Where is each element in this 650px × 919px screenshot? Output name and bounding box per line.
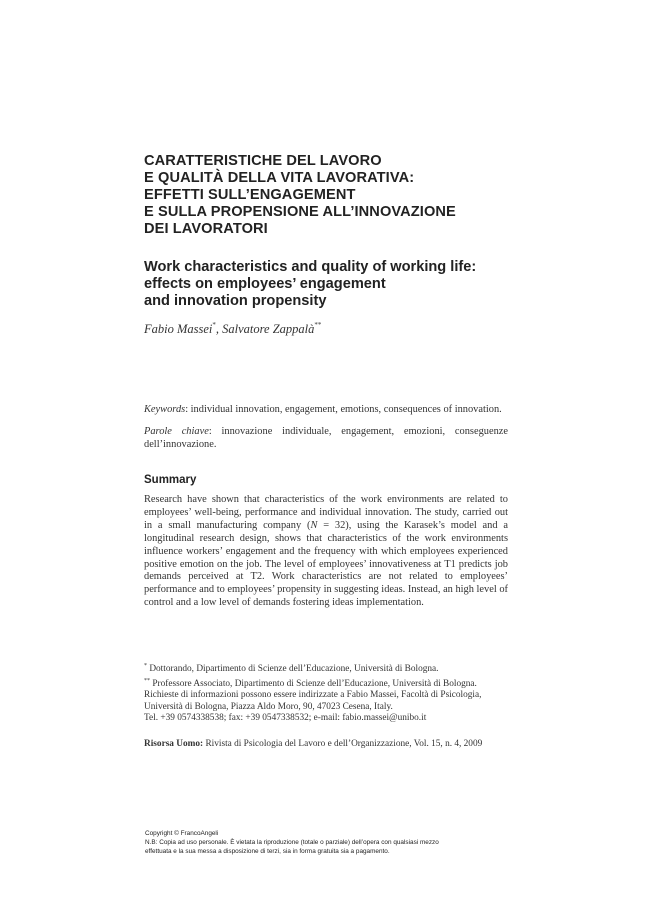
footnote — [144, 661, 524, 676]
keywords-text: : individual innovation, engagement, emotions, consequences of innovation. — [185, 404, 502, 415]
contact-line: Richieste di informazioni possono essere indirizzate a Fabio Massei, Facoltà di Psicologia, — [144, 690, 482, 701]
title-line: DEI LAVORATORI — [144, 221, 268, 237]
keywords-label: Keywords — [144, 404, 186, 415]
title-line: and innovation propensity — [144, 293, 327, 309]
author-separator: , — [215, 322, 223, 336]
title-line: E QUALITÀ DELLA VITA LAVORATIVA: — [144, 170, 415, 186]
footnote-marker: ** — [144, 677, 150, 684]
contact-line: Tel. +39 0574338538; fax: +39 0547338532; e-mail: fabio.massei@unibo.it — [144, 713, 427, 724]
summary-text: = 32), using the Karasek’s model and a longitudinal research design, shows that characteristics of the work environments influence workers’ engagement and the frequency with which employees experienced positive emotion on the job. The level of employees’ innovativeness at T1 predicts job demands perceived at T2. Work characteristics are not related to employees’ performance and to employees’ propensity in suggesting ideas. Instead, an high level of control and a low level of demands fostering ideas implementation. — [144, 519, 508, 609]
title-line: CARATTERISTICHE DEL LAVORO — [144, 153, 382, 169]
footnote-marker: ** — [314, 321, 322, 329]
footnote-text: Dottorando, Dipartimento di Scienze dell’Educazione, Università di Bologna. — [147, 664, 439, 674]
summary-text: Research have shown that characteristics of the work environments are related to employees’ well-being, performance and individual innovation. The study, carried out in a small manufacturing company ( — [144, 494, 508, 531]
footnote-marker: * — [144, 663, 147, 669]
article-title-english — [144, 259, 584, 310]
title-line: effects on employees’ engagement — [144, 276, 386, 292]
parole-chiave-label: Parole chiave — [144, 426, 209, 437]
keywords-italian — [144, 425, 508, 451]
authors-line — [144, 321, 321, 337]
footnote-marker: * — [212, 321, 216, 329]
keywords-english — [144, 403, 508, 416]
title-line: EFFETTI SULL’ENGAGEMENT — [144, 187, 356, 203]
journal-detail: Rivista di Psicologia del Lavoro e dell’Organizzazione, Vol. 15, n. 4, 2009 — [203, 739, 483, 749]
journal-name: Risorsa Uomo: — [144, 739, 204, 749]
contact-line: Università di Bologna, Piazza Aldo Moro, 90, 47023 Cesena, Italy. — [144, 701, 393, 712]
sample-size-symbol: N — [310, 519, 318, 531]
summary-paragraph — [144, 494, 508, 610]
parole-chiave-text: : innovazione individuale, engagement, emozioni, conseguenze dell’innovazione. — [144, 426, 509, 450]
copyright-line: effettuata e la sua messa a disposizione di terzi, sia in forma gratuita sia a pagamento. — [145, 848, 390, 855]
footnote-text: Professore Associato, Dipartimento di Scienze dell’Educazione, Università di Bologna. — [150, 678, 477, 689]
author-name: Salvatore Zappalà — [222, 322, 315, 336]
journal-citation — [144, 739, 482, 749]
author-name: Fabio Massei — [144, 322, 213, 336]
copyright-line: Copyright © FrancoAngeli — [145, 830, 219, 837]
article-title-italian — [144, 153, 584, 238]
footnote — [144, 676, 524, 691]
copyright-line: N.B: Copia ad uso personale. È vietata la riproduzione (totale o parziale) dell’opera con qualsiasi mezzo — [145, 839, 439, 846]
copyright-notice — [145, 829, 525, 856]
summary-heading: Summary — [144, 474, 197, 486]
title-line: E SULLA PROPENSIONE ALL’INNOVAZIONE — [144, 204, 456, 220]
title-line: Work characteristics and quality of working life: — [144, 259, 477, 275]
footnotes — [144, 661, 524, 725]
